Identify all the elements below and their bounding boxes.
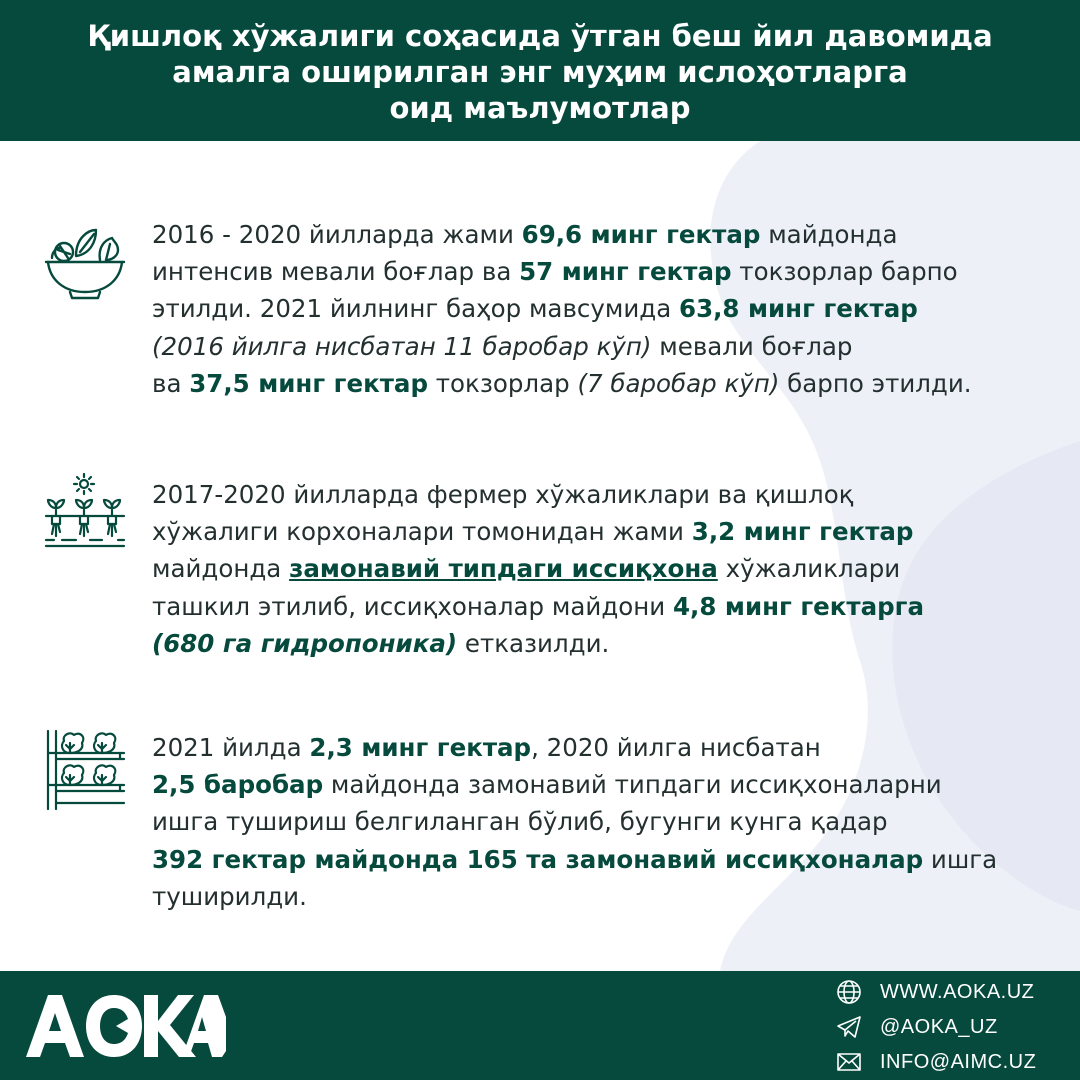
text-run: ташкил этилиб, иссиқхоналар майдони xyxy=(152,591,673,621)
highlight-value: 392 гектар майдонда 165 та замонавий иссиқхоналар xyxy=(152,844,924,874)
telegram-contact[interactable] xyxy=(836,1014,1056,1040)
text-line xyxy=(152,216,1032,253)
text-line xyxy=(152,550,1032,587)
page-title xyxy=(40,18,1040,126)
email-contact[interactable] xyxy=(836,1049,1056,1075)
text-run: мевали боғлар xyxy=(651,331,853,361)
text-line xyxy=(152,253,1032,290)
text-line xyxy=(152,588,1032,625)
telegram-link[interactable]: @AOKA_UZ xyxy=(880,1016,998,1038)
mail-icon xyxy=(836,1049,862,1075)
title-line: оид маълумотлар xyxy=(389,91,691,125)
salad-bowl-icon xyxy=(40,212,130,302)
hydroponic-seedlings-icon xyxy=(40,472,130,562)
highlight-value: 2,5 баробар xyxy=(152,770,324,800)
text-run: 2017-2020 йилларда фермер хўжаликлари ва қишлоқ xyxy=(152,480,854,509)
text-line xyxy=(152,328,1032,365)
highlight-value: 69,6 минг гектар xyxy=(521,220,761,249)
text-run: хўжаликлари xyxy=(717,554,901,584)
highlight-value: 3,2 минг гектар xyxy=(691,517,914,547)
highlight-value: 57 минг гектар xyxy=(519,257,732,287)
text-line xyxy=(152,513,1032,550)
header-banner xyxy=(0,0,1080,141)
text-run: етказилди. xyxy=(457,628,610,658)
text-run: , 2020 йилга нисбатан xyxy=(531,733,821,762)
text-run: майдонда замонавий типдаги иссиқхоналарни xyxy=(323,770,942,800)
text-line xyxy=(152,841,1032,878)
text-run: ишга xyxy=(923,844,998,874)
text-run: этилди. 2021 йилнинг баҳор мавсумида xyxy=(152,294,680,324)
italic-note: (7 баробар кўп) xyxy=(577,368,780,398)
text-run: 2016 - 2020 йилларда жами xyxy=(152,220,522,249)
text-run: хўжалиги корхоналари томонидан жами xyxy=(152,517,692,547)
italic-note: (2016 йилга нисбатан 11 баробар кўп) xyxy=(152,331,652,361)
greenhouse-shelves-icon xyxy=(40,725,130,815)
email-link[interactable]: INFO@AIMC.UZ xyxy=(880,1051,1037,1073)
aoka-logo xyxy=(26,993,226,1059)
text-run: барпо этилди. xyxy=(779,368,972,398)
text-run: 2021 йилда xyxy=(152,733,310,762)
highlight-value: 63,8 минг гектар xyxy=(679,294,918,324)
text-run: майдонда xyxy=(760,220,898,249)
text-run: токзорлар xyxy=(428,368,578,398)
website-link[interactable]: WWW.AOKA.UZ xyxy=(880,981,1035,1003)
title-line: Қишлоқ хўжалиги соҳасида ўтган беш йил давомида xyxy=(87,19,993,53)
text-run: майдонда xyxy=(152,554,290,584)
footer-banner xyxy=(0,971,1080,1080)
text-line xyxy=(152,625,1032,662)
text-run: туширилди. xyxy=(152,881,307,911)
section-3-text xyxy=(152,729,1032,915)
text-run: ишга тушириш белгиланган бўлиб, бугунги кунга қадар xyxy=(152,807,888,837)
highlight-value: 37,5 минг гектар xyxy=(189,368,428,398)
text-line xyxy=(152,803,1032,840)
text-line xyxy=(152,729,1032,766)
text-line xyxy=(152,365,1032,402)
telegram-icon xyxy=(836,1014,862,1040)
section-2-text xyxy=(152,476,1032,662)
text-line xyxy=(152,878,1032,915)
section-1-text xyxy=(152,216,1032,402)
highlight-value: 4,8 минг гектарга xyxy=(672,591,925,621)
text-run: ва xyxy=(152,368,190,398)
globe-icon xyxy=(836,979,862,1005)
underlined-highlight: замонавий типдаги иссиқхона xyxy=(289,554,718,584)
highlight-value: 2,3 минг гектар xyxy=(309,733,532,762)
website-contact[interactable] xyxy=(836,979,1056,1005)
text-line xyxy=(152,290,1032,327)
text-run: токзорлар барпо xyxy=(731,257,958,287)
text-line xyxy=(152,476,1032,513)
text-run: интенсив мевали боғлар ва xyxy=(152,257,520,287)
italic-highlight: (680 га гидропоника) xyxy=(152,628,458,658)
title-line: амалга оширилган энг муҳим ислоҳотларга xyxy=(172,55,908,89)
text-line xyxy=(152,766,1032,803)
